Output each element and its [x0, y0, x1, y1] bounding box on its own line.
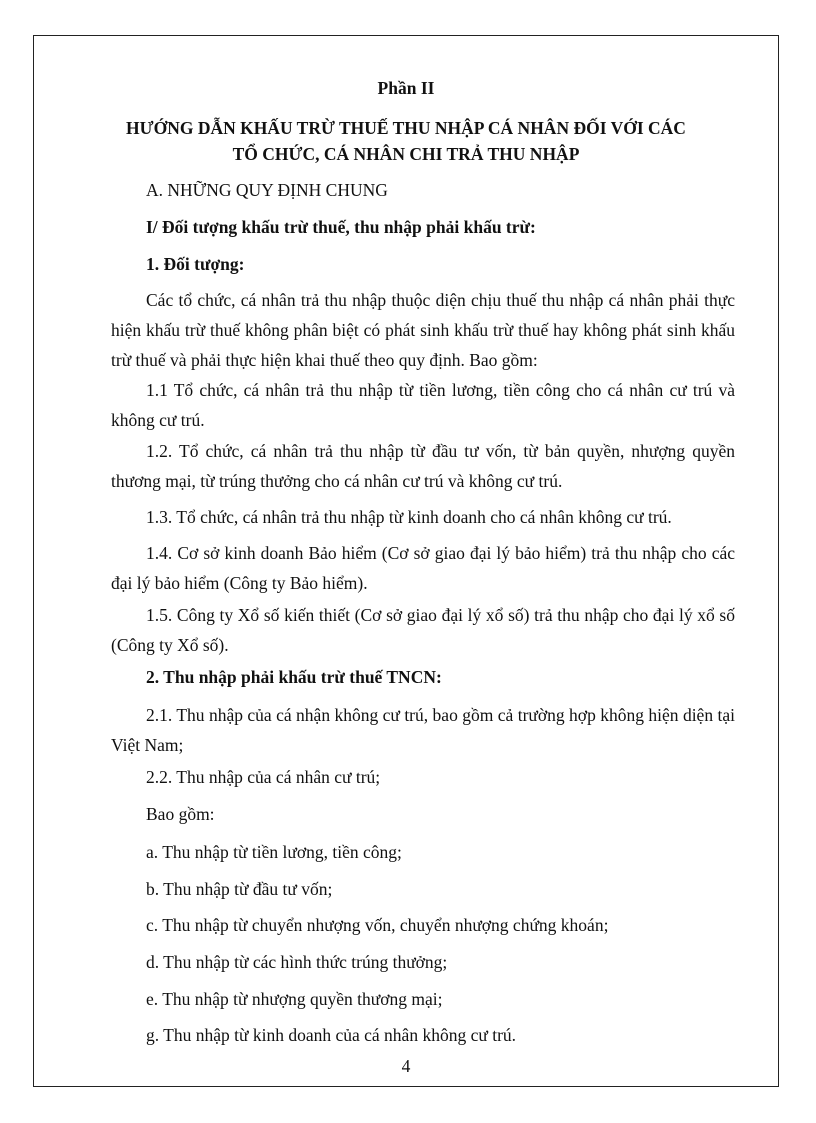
list-item: e. Thu nhập từ nhượng quyền thương mại; — [146, 989, 443, 1009]
item-1-4: 1.4. Cơ sở kinh doanh Bảo hiểm (Cơ sở giao đại lý bảo hiểm) trả thu nhập cho các đại lý bảo hiểm (Công ty Bảo hiểm). — [111, 543, 735, 593]
list-item: b. Thu nhập từ đầu tư vốn; — [146, 879, 333, 899]
list-item: g. Thu nhập từ kinh doanh của cá nhân không cư trú. — [146, 1025, 517, 1045]
heading-doi-tuong: 1. Đối tượng: — [146, 254, 245, 274]
list-item: d. Thu nhập từ các hình thức trúng thưởng; — [146, 952, 448, 972]
list-item: c. Thu nhập từ chuyển nhượng vốn, chuyển nhượng chứng khoán; — [146, 915, 609, 935]
item-2-1: 2.1. Thu nhập của cá nhận không cư trú, bao gồm cả trường hợp không hiện diện tại Việt Nam; — [111, 705, 735, 755]
section-a-heading: A. NHỮNG QUY ĐỊNH CHUNG — [146, 180, 388, 200]
item-1-5: 1.5. Công ty Xổ số kiến thiết (Cơ sở giao đại lý xổ số) trả thu nhập cho đại lý xổ số (Công ty Xổ số). — [111, 605, 735, 655]
item-1-3: 1.3. Tổ chức, cá nhân trả thu nhập từ kinh doanh cho cá nhân không cư trú. — [146, 507, 672, 527]
item-1-2: 1.2. Tổ chức, cá nhân trả thu nhập từ đầu tư vốn, từ bản quyền, nhượng quyền thương mại, từ trúng thưởng cho cá nhân cư trú và không cư trú. — [111, 441, 735, 491]
main-title-line-1: HƯỚNG DẪN KHẤU TRỪ THUẾ THU NHẬP CÁ NHÂN ĐỐI VỚI CÁC — [126, 118, 686, 138]
intro-paragraph: Các tổ chức, cá nhân trả thu nhập thuộc diện chịu thuế thu nhập cá nhân phải thực hiện khấu trừ thuế không phân biệt có phát sinh khấu trừ thuế hay không phát sinh khấu trừ thuế và phải thực hiện khai thuế theo quy định. Bao gồm: — [111, 290, 735, 370]
list-item: a. Thu nhập từ tiền lương, tiền công; — [146, 842, 402, 862]
subsection-heading: I/ Đối tượng khấu trừ thuế, thu nhập phải khấu trừ: — [146, 217, 536, 237]
part-title: Phần II — [377, 78, 435, 98]
include-label: Bao gồm: — [146, 804, 215, 824]
heading-thu-nhap: 2. Thu nhập phải khấu trừ thuế TNCN: — [146, 667, 442, 687]
main-title-line-2: TỔ CHỨC, CÁ NHÂN CHI TRẢ THU NHẬP — [232, 144, 580, 164]
item-1-1: 1.1 Tổ chức, cá nhân trả thu nhập từ tiền lương, tiền công cho cá nhân cư trú và không cư trú. — [111, 380, 735, 430]
item-2-2: 2.2. Thu nhập của cá nhân cư trú; — [146, 767, 381, 787]
page-number: 4 — [401, 1056, 411, 1076]
